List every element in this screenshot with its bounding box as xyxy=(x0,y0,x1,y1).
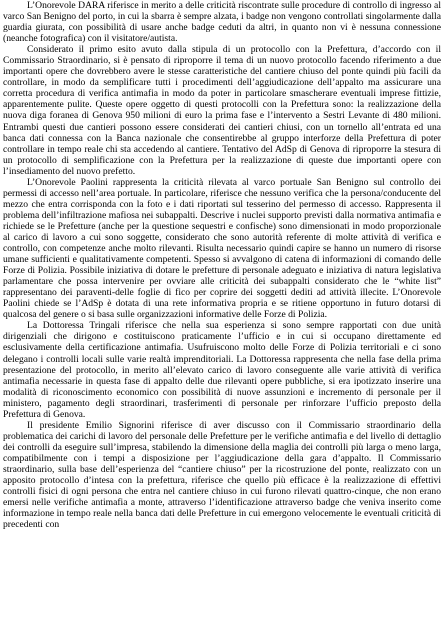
paragraph-signorini: Il presidente Emilio Signorini riferisce di aver discusso con il Commissario straordinario della problematica dei carichi di lavoro del personale delle Prefetture per le verifiche antimafia e del livello di dettaglio dei controlli da eseguire sull’impresa, stabilendo la dimensione della maglia dei controlli più larga o meno larga, compatibilmente con i tempi a disposizione per l’aggiudicazione della gara d’appalto. Il Commissario straordinario, sulla base dell’esperienza del “cantiere chiuso” per la ricostruzione del ponte, realizzato con un apposito protocollo d’intesa con la prefettura, riferisce che quello più efficace è la realizzazione di effettivi controlli fisici di ogni persona che entra nel cantiere chiuso in cui furono rilevati quattro-cinque, che non erano emersi nelle verifiche antimafia a monte, attraverso l’identificazione attraverso badge che veniva inserito come informazione in tempo reale nella banca dati delle Prefetture in cui emergono velocemente le eventuali criticità di precedenti con xyxy=(3,419,441,531)
paragraph-protocollo-prefettura: Considerato il primo esito avuto dalla stipula di un protocollo con la Prefettura, d’accordo con il Commissario Straordinario, si è pensato di riproporre il tema di un nuovo protocollo facendo riferimento a due importanti opere che dovrebbero avere le stesse caratteristiche del cantiere chiuso del ponte quindi più facili da controllare, in modo da semplificare tutti i procedimenti dell’aggiudicazione dell’appalto ma assicurare una corretta procedura di verifica antimafia in modo da poter in particolare smascherare eventuali imprese fittizie, apparentemente pulite. Queste opere oggetto di questi protocolli con la Prefettura sono: la realizzazione della nuova diga foranea di Genova 950 milioni di euro la prima fase e l’intervento a Sestri Levante di 480 milioni. Entrambi questi due cantieri possono essere considerati dei cantieri chiusi, con un tornello all’entrata ed una banca dati connessa con la Banca nazionale che consentirebbe al gruppo interforze della Prefettura di poter controllare in tempo reale chi sta accedendo al cantiere. Tentativo del AdSp di Genova di riproporre la stesura di un protocollo di semplificazione con la Prefettura per la realizzazione di queste due importanti opere con l’insediamento del nuovo prefetto. xyxy=(3,44,441,177)
paragraph-paolini: L’Onorevole Paolini rappresenta la criticità rilevata al varco portuale San Benigno sul controllo dei permessi di accesso nell’area portuale. In particolare, riferisce che nessuno verifica che la persona/conducente del mezzo che entra corrisponda con la foto e i dati riportati sul tesserino del permesso di accesso. Rappresenta il problema dell’infiltrazione mafiosa nei subappalti. Descrive i nuclei supporto previsti dalla normativa antimafia e richiede se le Prefetture (anche per la questione sequestri e confische) sono dimensionati in modo proporzionale al carico di lavoro a cui sono soggette, considerato che sono autorità referente di molte attività di verifica e controllo, con competenze anche molto rilevanti. Risulta necessario quindi capire se hanno un numero di risorse umane sufficienti e qualitativamente competenti. Spesso si avvalgono di catena di informazioni di comando delle Forze di Polizia. Possibile iniziativa di dotare le prefetture di personale adeguato e iniziativa di natura legislativa parlamentare che possa intervenire per ovviare alle criticità dei subappalti considerato che le “white list” rappresentano dei paraventi-delle foglie di fico per coprire dei soggetti dediti ad attività illecite. L’Onorevole Paolini chiede se l’AdSp è dotata di una rete informativa propria e se ritiene opportuno in futuro dotarsi di qualcosa del genere o si basa sulle organizzazioni informative delle Forze di Polizia. xyxy=(3,176,441,321)
paragraph-tringali: La Dottoressa Tringali riferisce che nella sua esperienza si sono sempre rapportati con due unità dirigenziali che dirigono e costituiscono praticamente l’ufficio e in cui si occupano direttamente ed esclusivamente della certificazione antimafia. Usufruiscono molto delle Forze di Polizia territoriali e ci sono delegano i controlli locali sulle varie realtà imprenditoriali. La Dottoressa rappresenta che nella fase della prima presentazione del protocollo, in merito all’elevato carico di lavoro conseguente alle varie attività di verifica antimafia necessarie in questa fase di appalto delle due rilevanti opere pubbliche, si era ipotizzato inserire una modalità di riconoscimento economico con possibilità di nuove assunzioni e incremento di personale per il ministero, pagamento degli straordinari, trasferimenti di personale per rinforzare l’ufficio preposto della Prefettura di Genova. xyxy=(3,320,441,420)
paragraph-dara: L’Onorevole DARA riferisce in merito a delle criticità riscontrate sulle procedure di controllo di ingresso al varco San Benigno del porto, in cui la sbarra è sempre alzata, i badge non vengono controllati singolarmente dalla guardia giurata, con possibilità di usare anche badge ceduti da altri, in quanto non vi è nessuna connessione (neanche fotografica) con il visitatore/autista. xyxy=(3,0,441,45)
